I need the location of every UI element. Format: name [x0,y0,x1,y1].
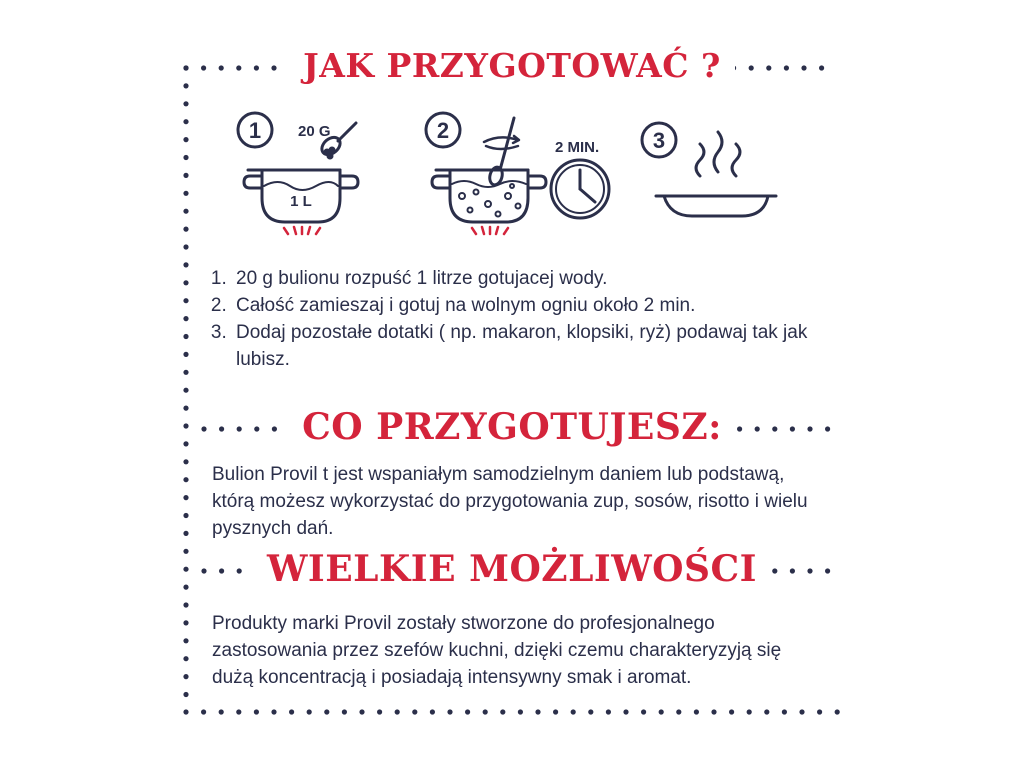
spoon-handle [500,118,514,170]
amount-label: 20 G [298,123,331,140]
instruction-item: 1. 20 g bulionu rozpuść 1 litrze gotujacej wody. [232,265,832,292]
step-2 [426,113,609,234]
heading-co-przygotujesz: CO PRZYGOTUJESZ: [0,406,1024,448]
instructions-list [212,265,832,373]
step-number: 3 [652,128,666,153]
instruction-item: 2. Całość zamieszaj i gotuj na wolnym ogniu około 2 min. [232,292,832,319]
steam-icon [696,132,740,176]
heading-jak-przygotowac: JAK PRZYGOTOWAĆ ? [0,46,1024,85]
time-label: 2 MIN. [555,139,600,156]
clock-icon [551,160,609,218]
flame-icon [284,227,320,234]
instruction-item: 3. Dodaj pozostałe dotatki ( np. makaron, klopsiki, ryż) podawaj tak jak lubisz. [232,319,832,373]
step-number: 1 [248,118,262,143]
step-number: 2 [436,118,450,143]
co-przygotujesz-body: Bulion Provil t jest wspaniałym samodzielnym daniem lub podstawą, którą możesz wykorzystać do przygotowania zup, sosów, risotto i wielu pysznych dań. [212,464,808,539]
heading-wielkie-mozliwosci: WIELKIE MOŻLIWOŚCI [0,548,1024,590]
wielkie-mozliwosci-body: Produkty marki Provil zostały stworzone do profesjonalnego zastosowania przez szefów kuchni, dzięki czemu charakteryzyją się dużą koncentracją i posiadają intensywny smak i aromat. [212,613,782,688]
volume-label: 1 L [290,193,312,210]
plate-icon [656,196,776,216]
step-3 [642,123,776,216]
step-1 [238,113,358,234]
flame-icon [472,227,508,234]
stir-arrow-icon [484,136,519,149]
